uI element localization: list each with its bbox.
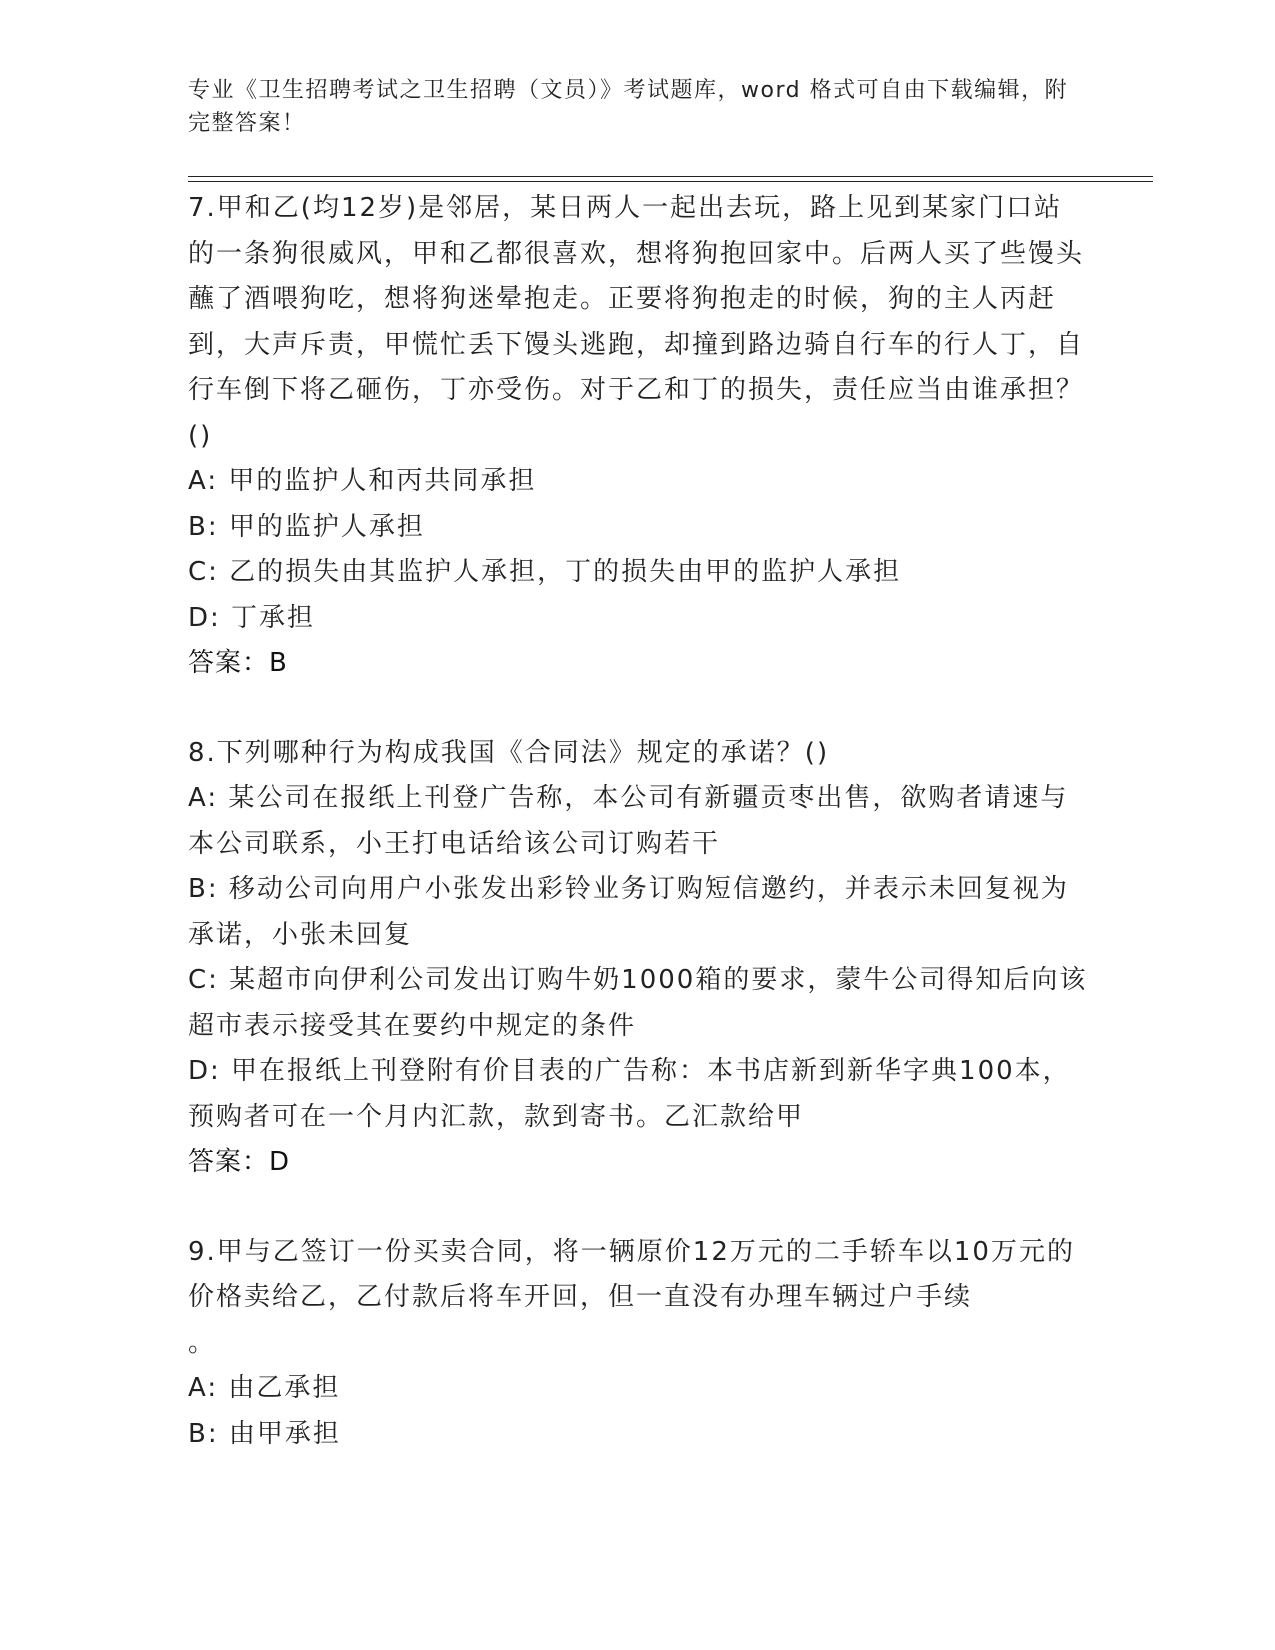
question-8 — [188, 731, 1088, 1186]
option-b: B: 甲的监护人承担 — [188, 511, 425, 542]
question-stem: 7.甲和乙(均12岁)是邻居，某日两人一起出去玩，路上见到某家门口站的一条狗很威风，甲和乙都很喜欢，想将狗抱回家中。后两人买了些馒头蘸了酒喂狗吃，想将狗迷晕抱走。正要将狗抱走的时候，狗的主人丙赶到，大声斥责，甲慌忙丢下馒头逃跑，却撞到路边骑自行车的行人丁，自行车倒下将乙砸伤，丁亦受伤。对于乙和丁的损失，责任应当由谁承担？() — [188, 193, 1085, 451]
spacer — [188, 1186, 1088, 1230]
header-text: 专业《卫生招聘考试之卫生招聘（文员）》考试题库，word 格式可自由下载编辑，附完整答案！ — [188, 78, 1069, 136]
option-d: D: 甲在报纸上刊登附有价目表的广告称：本书店新到新华字典100本，预购者可在一个月内汇款，款到寄书。乙汇款给甲 — [188, 1056, 1071, 1132]
question-stem: 8.下列哪种行为构成我国《合同法》规定的承诺？() — [188, 737, 830, 768]
answer-label: 答案：D — [188, 1147, 291, 1177]
question-stem: 9.甲与乙签订一份买卖合同，将一辆原价12万元的二手轿车以10万元的价格卖给乙，乙付款后将车开回，但一直没有办理车辆过户手续 — [188, 1236, 1075, 1312]
option-a: A: 甲的监护人和丙共同承担 — [188, 466, 537, 496]
answer-label: 答案：B — [188, 648, 288, 678]
document-header — [188, 74, 1088, 140]
option-c: C: 某超市向伊利公司发出订购牛奶1000箱的要求，蒙牛公司得知后向该超市表示接受其在要约中规定的条件 — [188, 965, 1088, 1041]
header-divider-top — [188, 176, 1153, 177]
spacer — [188, 687, 1088, 731]
option-a: A: 某公司在报纸上刊登广告称，本公司有新疆贡枣出售，欲购者请速与本公司联系，小王打电话给该公司订购若干 — [188, 783, 1069, 859]
question-list — [188, 186, 1088, 1457]
option-b: B: 由甲承担 — [188, 1418, 341, 1449]
question-7 — [188, 186, 1088, 687]
option-c: C: 乙的损失由其监护人承担，丁的损失由甲的监护人承担 — [188, 557, 902, 587]
option-a: A: 由乙承担 — [188, 1373, 341, 1403]
header-divider-bottom — [188, 181, 1153, 182]
option-b: B: 移动公司向用户小张发出彩铃业务订购短信邀约，并表示未回复视为承诺，小张未回复 — [188, 874, 1069, 950]
option-d: D: 丁承担 — [188, 602, 316, 633]
question-9 — [188, 1230, 1088, 1458]
question-stem-tail: 。 — [188, 1327, 217, 1358]
